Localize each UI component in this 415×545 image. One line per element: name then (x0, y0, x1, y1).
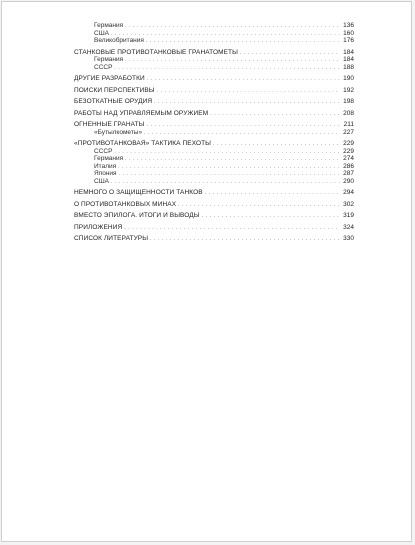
dot-leader (202, 213, 340, 221)
toc-chapter-label: «ПРОТИВОТАНКОВАЯ» ТАКТИКА ПЕХОТЫ (74, 140, 212, 147)
toc-entry (74, 56, 354, 64)
toc-group-other (74, 75, 354, 83)
toc-entry (74, 22, 354, 30)
toc-chapter (74, 87, 354, 95)
toc-entry (74, 64, 354, 72)
toc-group-appendices (74, 224, 354, 232)
dot-leader (125, 23, 340, 31)
toc-entry-page: 176 (343, 37, 354, 44)
toc-entry (74, 163, 354, 171)
dot-leader (118, 164, 340, 172)
toc-group-infantry-tactics (74, 140, 354, 185)
dot-leader (147, 122, 341, 130)
toc-chapter-label: ПОИСКИ ПЕРСПЕКТИВЫ (74, 86, 155, 94)
toc-entry-page: 274 (343, 155, 354, 162)
toc-group-tank-protection (74, 189, 354, 197)
toc-entry-page: 184 (343, 56, 354, 63)
toc-chapter-page: 192 (343, 86, 354, 94)
document-page (1, 1, 412, 542)
toc-chapter-label: НЕМНОГО О ЗАЩИЩЕННОСТИ ТАНКОВ (74, 189, 203, 196)
toc-group-bibliography (74, 235, 354, 243)
dot-leader (114, 65, 340, 73)
toc-chapter-label: СПИСОК ЛИТЕРАТУРЫ (74, 235, 149, 242)
toc-entry-label: США (94, 177, 109, 185)
toc-chapter-page: 302 (343, 200, 354, 208)
toc-chapter (74, 212, 354, 220)
toc-entry-label: СССР (94, 147, 113, 155)
dot-leader (125, 57, 340, 65)
toc-entry-label: Германия (94, 56, 124, 63)
toc-group-rifle-grenade-launchers (74, 22, 354, 45)
dot-leader (147, 76, 340, 84)
dot-leader (157, 88, 340, 96)
toc-entry-page: 287 (343, 170, 354, 177)
toc-chapter-label: СТАНКОВЫЕ ПРОТИВОТАНКОВЫЕ ГРАНАТОМЕТЫ (74, 48, 238, 56)
toc-chapter-page: 198 (343, 98, 354, 105)
toc-chapter (74, 98, 354, 106)
toc-entry (74, 148, 354, 156)
toc-entry-page: 188 (343, 63, 354, 71)
toc-entry-page: 229 (343, 147, 354, 155)
toc-entry-page: 136 (343, 22, 354, 29)
toc-entry (74, 129, 354, 137)
toc-group-prospects (74, 87, 354, 95)
toc-chapter-label: ДРУГИЕ РАЗРАБОТКИ (74, 75, 145, 82)
toc-chapter-page: 319 (343, 212, 354, 219)
toc-chapter-label: РАБОТЫ НАД УПРАВЛЯЕМЫМ ОРУЖИЕМ (74, 109, 209, 117)
toc-entry-page: 160 (343, 29, 354, 37)
dot-leader (114, 149, 340, 157)
toc-entry-page: 286 (343, 162, 354, 170)
toc-group-recoilless (74, 98, 354, 106)
toc-chapter-page: 229 (343, 140, 354, 147)
toc-chapter (74, 121, 354, 129)
toc-chapter (74, 75, 354, 83)
toc-chapter (74, 224, 354, 232)
toc-chapter (74, 235, 354, 243)
toc-chapter (74, 110, 354, 118)
toc-chapter (74, 49, 354, 57)
dot-leader (240, 50, 340, 58)
toc-chapter-page: 330 (343, 235, 354, 242)
toc-entry-page: 290 (343, 177, 354, 185)
toc-entry (74, 178, 354, 186)
toc-group-epilogue (74, 212, 354, 220)
toc-chapter-label: О ПРОТИВОТАНКОВЫХ МИНАХ (74, 200, 177, 208)
toc-entry-label: «Бутылкометы» (94, 128, 143, 136)
table-of-contents (74, 22, 354, 243)
dot-leader (125, 156, 340, 164)
toc-entry-label: США (94, 29, 109, 37)
toc-chapter-page: 324 (343, 223, 354, 231)
toc-entry (74, 30, 354, 38)
dot-leader (210, 111, 340, 119)
toc-entry-label: Великобритания (94, 37, 144, 44)
dot-leader (119, 171, 340, 179)
toc-chapter-page: 294 (343, 189, 354, 196)
toc-chapter (74, 189, 354, 197)
toc-chapter (74, 201, 354, 209)
toc-chapter (74, 140, 354, 148)
toc-chapter-label: ВМЕСТО ЭПИЛОГА. ИТОГИ И ВЫВОДЫ (74, 212, 200, 219)
toc-entry (74, 170, 354, 178)
toc-entry-page: 227 (343, 128, 354, 136)
toc-chapter-label: БЕЗОТКАТНЫЕ ОРУДИЯ (74, 98, 153, 105)
toc-entry-label: СССР (94, 63, 113, 71)
dot-leader (111, 179, 340, 187)
dot-leader (111, 31, 340, 39)
dot-leader (144, 130, 340, 138)
toc-chapter-label: ПРИЛОЖЕНИЯ (74, 223, 123, 231)
toc-entry-label: Германия (94, 155, 124, 162)
toc-entry-label: Италия (94, 162, 117, 170)
dot-leader (150, 236, 340, 244)
dot-leader (178, 202, 340, 210)
toc-entry (74, 37, 354, 45)
toc-group-guided (74, 110, 354, 118)
toc-entry (74, 155, 354, 163)
dot-leader (213, 141, 340, 149)
dot-leader (154, 99, 340, 107)
toc-group-mines (74, 201, 354, 209)
toc-group-mounted-launchers (74, 49, 354, 72)
toc-chapter-page: 184 (343, 48, 354, 56)
toc-chapter-page: 211 (343, 121, 354, 128)
toc-group-fire-grenades (74, 121, 354, 136)
dot-leader (146, 38, 340, 46)
toc-entry-label: Япония (94, 170, 117, 177)
dot-leader (124, 225, 340, 233)
toc-chapter-page: 190 (343, 75, 354, 82)
dot-leader (205, 190, 340, 198)
toc-entry-label: Германия (94, 22, 124, 29)
toc-chapter-label: ОГНЕННЫЕ ГРАНАТЫ (74, 121, 145, 128)
toc-chapter-page: 208 (343, 109, 354, 117)
